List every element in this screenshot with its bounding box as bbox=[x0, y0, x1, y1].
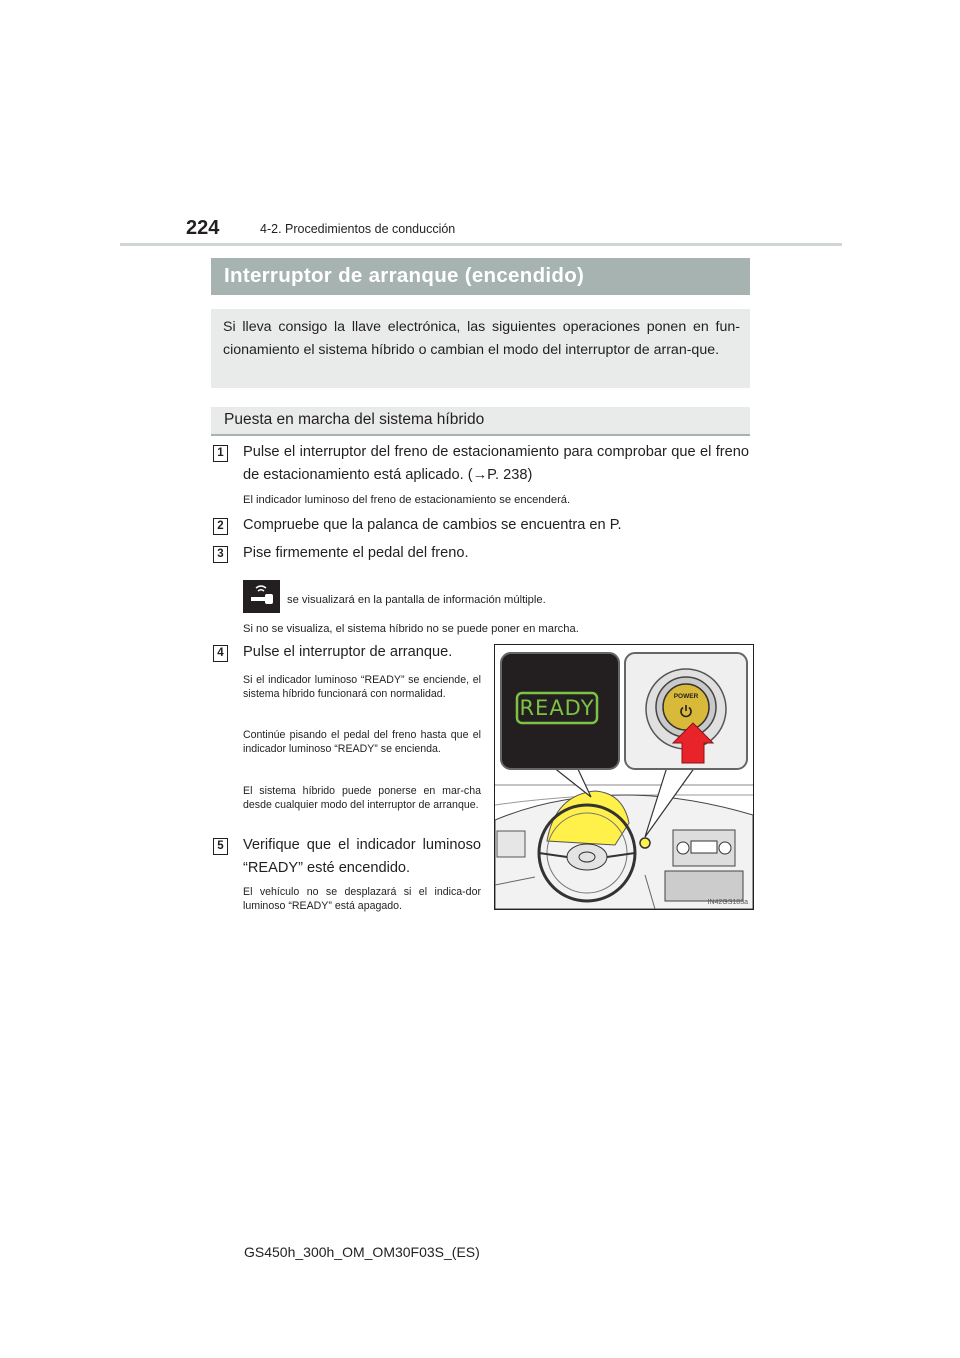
step-note: El indicador luminoso del freno de estacionamiento se encenderá. bbox=[243, 494, 571, 506]
step-text: Compruebe que la palanca de cambios se encuentra en P. bbox=[243, 517, 622, 533]
icon-caption: se visualizará en la pantalla de información múltiple. bbox=[287, 594, 546, 606]
dashboard-drawing bbox=[495, 645, 753, 909]
step-number: 5 bbox=[213, 838, 228, 855]
page-title: Interruptor de arranque (encendido) bbox=[224, 264, 585, 287]
brake-pedal-icon bbox=[243, 580, 280, 613]
step-text: Pise firmemente el pedal del freno. bbox=[243, 545, 469, 561]
step-number: 4 bbox=[213, 645, 228, 662]
section-label: 4-2. Procedimientos de conducción bbox=[260, 222, 456, 236]
intro-box bbox=[211, 309, 750, 388]
power-label: POWER bbox=[673, 693, 699, 700]
footer-code: GS450h_300h_OM_OM30F03S_(ES) bbox=[244, 1244, 480, 1260]
header-rule bbox=[120, 243, 842, 246]
step-note: Continúe pisando el pedal del freno hasta que el indicador luminoso “READY” se encienda. bbox=[243, 729, 481, 755]
ready-label: READY bbox=[519, 696, 595, 720]
subsection-title: Puesta en marcha del sistema híbrido bbox=[224, 411, 485, 428]
intro-text: Si lleva consigo la llave electrónica, las siguientes operaciones ponen en fun-cionamiento el sistema híbrido o cambian el modo del interruptor de arran-que. bbox=[223, 319, 740, 358]
step-number: 3 bbox=[213, 546, 228, 563]
step-number: 2 bbox=[213, 518, 228, 535]
dashboard-illustration bbox=[494, 644, 754, 910]
figure-code: IN42GS183a bbox=[707, 899, 748, 906]
up-arrow-icon bbox=[686, 728, 687, 729]
step-text: Verifique que el indicador luminoso “READY” esté encendido. bbox=[243, 837, 481, 876]
step-note: Si el indicador luminoso “READY” se enciende, el sistema híbrido funcionará con normalidad. bbox=[243, 674, 481, 700]
power-symbol-icon bbox=[678, 703, 694, 719]
page-number: 224 bbox=[186, 217, 220, 239]
subsection-bar bbox=[211, 407, 750, 436]
title-bar bbox=[211, 258, 750, 295]
step-text: Pulse el interruptor de arranque. bbox=[243, 644, 453, 660]
step-number: 1 bbox=[213, 445, 228, 462]
step-text: Pulse el interruptor del freno de estacionamiento para comprobar que el freno de estacionamiento está aplicado. (→P. 238) bbox=[243, 444, 749, 483]
step-note: El sistema híbrido puede ponerse en mar-cha desde cualquier modo del interruptor de arranque. bbox=[243, 785, 481, 811]
step-note: Si no se visualiza, el sistema híbrido no se puede poner en marcha. bbox=[243, 623, 579, 635]
step-note: El vehículo no se desplazará si el indica-dor luminoso “READY” está apagado. bbox=[243, 886, 481, 912]
